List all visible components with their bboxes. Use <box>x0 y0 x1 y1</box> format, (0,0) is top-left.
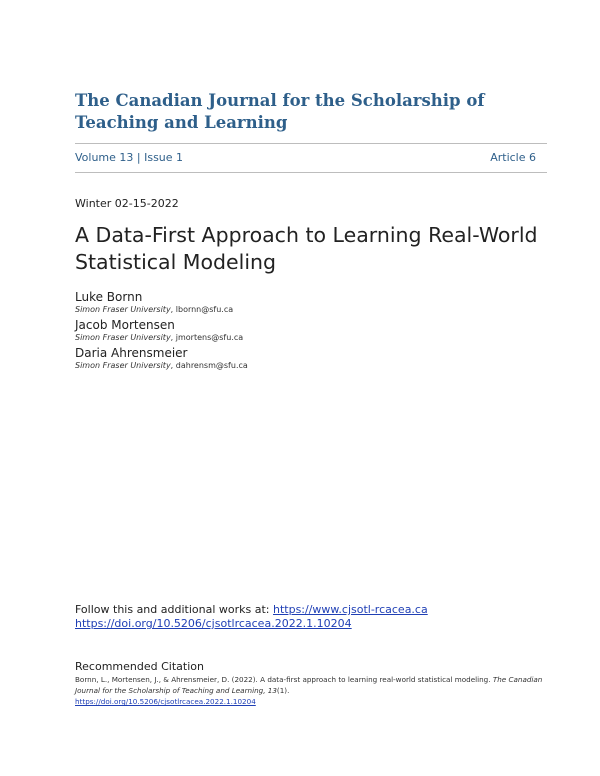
divider-top <box>75 143 547 144</box>
author-entry <box>75 346 535 372</box>
author-affiliation: Simon Fraser University, jmortens@sfu.ca <box>75 333 244 342</box>
journal-site-link[interactable]: https://www.cjsotl-rcacea.ca <box>273 603 428 616</box>
author-affiliation: Simon Fraser University, lbornn@sfu.ca <box>75 305 234 314</box>
divider-bottom <box>75 172 547 173</box>
follow-text: Follow this and additional works at: <box>75 603 273 616</box>
recommended-citation-heading: Recommended Citation <box>75 660 204 673</box>
article-number: Article 6 <box>490 151 536 164</box>
citation-doi-link[interactable]: https://doi.org/10.5206/cjsotlrcacea.2022.1.10204 <box>75 697 256 706</box>
author-entry <box>75 318 535 344</box>
author-name: Jacob Mortensen <box>75 318 175 332</box>
volume-issue: Volume 13 | Issue 1 <box>75 151 184 164</box>
author-entry <box>75 290 535 316</box>
journal-title: The Canadian Journal for the Scholarship of Teaching and Learning <box>75 91 485 132</box>
publication-date: Winter 02-15-2022 <box>75 197 179 210</box>
recommended-citation: Bornn, L., Mortensen, J., & Ahrensmeier, D. (2022). A data-first approach to learning real-world statistical modeling. The Canadian Journal for the Scholarship of Teaching and Learning, 13(1). https://doi.org/10.5206/cjsotlrcacea.2022.1.10204 <box>75 675 543 706</box>
author-affiliation: Simon Fraser University, dahrensm@sfu.ca <box>75 361 248 370</box>
follow-section <box>75 603 545 631</box>
author-name: Luke Bornn <box>75 290 143 304</box>
volume-line <box>75 151 536 164</box>
article-title: A Data-First Approach to Learning Real-World Statistical Modeling <box>75 223 538 274</box>
author-name: Daria Ahrensmeier <box>75 346 188 360</box>
doi-link[interactable]: https://doi.org/10.5206/cjsotlrcacea.2022.1.10204 <box>75 617 352 630</box>
author-list <box>75 290 535 374</box>
